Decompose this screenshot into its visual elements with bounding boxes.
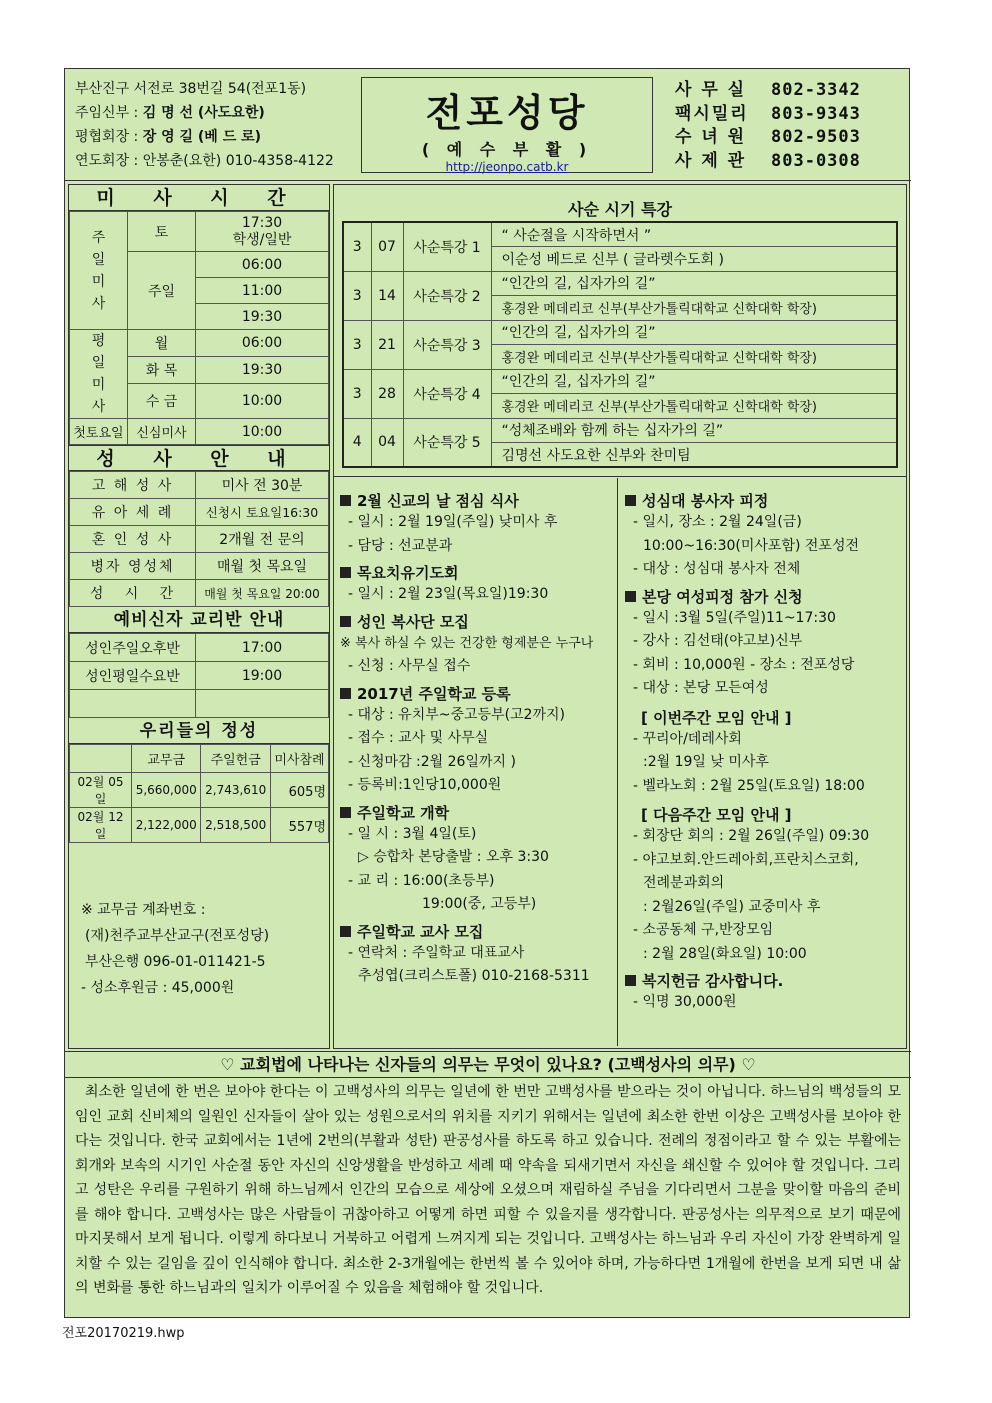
pastor-line: 주임신부 : 김 명 선 (사도요한) xyxy=(75,105,265,121)
lecture-title: 사순 시기 특강 xyxy=(568,200,672,219)
notice-item: - 일시 : 2월 23일(목요일)19:30 xyxy=(348,586,549,602)
church-title: 전포성당 xyxy=(425,90,589,135)
notice-item: - 일시 :3월 5일(주일)11~17:30 xyxy=(633,609,836,626)
square-bullet-icon xyxy=(625,975,636,986)
sacrament-name: 혼 인 성 사 xyxy=(70,526,196,553)
file-name: 전포20170219.hwp xyxy=(62,1326,185,1341)
council-name: 장 영 길 (베 드 로) xyxy=(142,129,262,145)
lecture-day: 07 xyxy=(371,222,403,271)
right-column xyxy=(333,184,907,1049)
account-line: ※ 교무금 계좌번호 : xyxy=(81,902,206,918)
sunday-time-3: 19:30 xyxy=(196,304,329,330)
notice-item: - 소공동체 구,반장모임 xyxy=(633,922,774,938)
contact-list xyxy=(675,79,861,173)
notice-item: :2월 19일 낮 미사후 xyxy=(643,754,769,770)
notice-item: - 등록비:1인당10,000원 xyxy=(348,777,502,793)
yeondo-name: 안봉춘(요한) 010-4358-4122 xyxy=(142,153,334,169)
square-bullet-icon xyxy=(340,567,351,578)
saturday-label: 토 xyxy=(128,212,196,252)
yeondo-line: 연도회장 : 안봉춘(요한) 010-4358-4122 xyxy=(75,153,334,169)
offering-title: 우리들의 정성 xyxy=(69,718,329,744)
sacrament-name: 고 해 성 사 xyxy=(70,472,196,499)
notice-item: - 강사 : 김선태(야고보)신부 xyxy=(633,633,803,649)
notice-item: - 대상 : 유치부~중고등부(고2까지) xyxy=(348,706,565,723)
church-info xyxy=(75,77,334,173)
notice-item: - 꾸리아/데레사회 xyxy=(633,730,742,747)
first-saturday-type: 신심미사 xyxy=(128,419,196,445)
mass-times-table xyxy=(69,211,329,445)
notice-item: - 일시, 장소 : 2월 24일(금) xyxy=(633,514,802,530)
lecture-day: 14 xyxy=(371,271,403,320)
lecture-speaker: 이순성 베드로 신부 ( 글라렛수도회 ) xyxy=(491,247,897,272)
notice-item: - 신청마감 :2월 26일까지 ) xyxy=(348,753,516,770)
first-saturday-time: 10:00 xyxy=(196,419,329,445)
lecture-topic: “인간의 길, 십자가의 길” xyxy=(491,369,897,394)
pastor-name: 김 명 선 (사도요한) xyxy=(142,105,265,121)
lecture-speaker: 홍경완 메데리코 신부(부산가톨릭대학교 신학대학 학장) xyxy=(491,345,897,370)
square-bullet-icon xyxy=(625,495,636,506)
duty-article xyxy=(65,1051,911,1319)
this-week-title: [ 이번주간 모임 안내 ] xyxy=(641,708,792,727)
account-line: (재)천주교부산교구(전포성당) xyxy=(85,928,270,944)
notice-item: : 2월 28일(화요일) 10:00 xyxy=(643,945,807,962)
sunday-time-2: 11:00 xyxy=(196,278,329,304)
notice-item: 19:00(중, 고등부) xyxy=(422,896,537,912)
class-time: 19:00 xyxy=(196,662,329,690)
contact-row: 사 무 실 802-3342 xyxy=(675,80,861,100)
sunday-time-1: 06:00 xyxy=(196,252,329,278)
offering-cell: 5,660,000 xyxy=(132,773,201,808)
notice-item: - 신청 : 사무실 접수 xyxy=(348,658,471,674)
tue-thu-time: 19:30 xyxy=(196,356,329,383)
church-address: 부산진구 서전로 38번길 54(전포1동) xyxy=(75,81,307,97)
church-subtitle: ( 예 수 부 활 ) xyxy=(421,140,593,159)
lecture-day: 04 xyxy=(371,418,403,467)
catechumen-title: 예비신자 교리반 안내 xyxy=(69,607,329,633)
lecture-speaker: 홍경완 메데리코 신부(부산가톨릭대학교 신학대학 학장) xyxy=(491,296,897,321)
notice-item: 전례분과회의 xyxy=(643,875,725,891)
lecture-name: 사순특강 2 xyxy=(403,271,491,320)
mass-times-title: 미 사 시 간 xyxy=(69,185,329,211)
sunday-label: 주일 xyxy=(128,252,196,330)
offering-cell: 2,122,000 xyxy=(132,808,201,843)
weekday-mass-label: 평 일 미 사 xyxy=(70,330,128,419)
offering-header: 주일헌금 xyxy=(201,745,270,773)
notice-item: - 일시 : 2월 19일(주일) 낮미사 후 xyxy=(348,514,558,530)
notice-item: - 접수 : 교사 및 사무실 xyxy=(348,730,489,746)
notice-column-right xyxy=(619,478,906,1046)
sacrament-value: 2개월 전 문의 xyxy=(196,526,329,553)
sacrament-name: 성 시 간 xyxy=(70,580,196,607)
empty-cell xyxy=(70,690,196,718)
lecture-table xyxy=(342,221,898,468)
notice-title: 2월 신교의 날 점심 식사 xyxy=(340,490,611,511)
sunday-mass-label: 주 일 미 사 xyxy=(70,212,128,330)
contact-row: 수 녀 원 802-9503 xyxy=(675,127,861,147)
sacrament-value: 매월 첫 목요일 xyxy=(196,553,329,580)
notice-title: 성인 복사단 모집 xyxy=(340,611,611,632)
notice-column-left xyxy=(334,478,618,1046)
offering-cell: 605명 xyxy=(270,773,328,808)
lecture-name: 사순특강 4 xyxy=(403,369,491,418)
article-title: ♡ 교회법에 나타나는 신자들의 의무는 무엇이 있나요? (고백성사의 의무) ♡ xyxy=(65,1052,911,1078)
lecture-day: 21 xyxy=(371,320,403,369)
lecture-month: 3 xyxy=(343,222,371,271)
lecture-topic: “인간의 길, 십자가의 길” xyxy=(491,320,897,345)
lecture-name: 사순특강 3 xyxy=(403,320,491,369)
notice-title: 주일학교 개학 xyxy=(340,802,611,823)
lecture-topic: “성체조배와 함께 하는 십자가의 길” xyxy=(491,418,897,443)
sacrament-table xyxy=(69,471,329,607)
offering-header: 교무금 xyxy=(132,745,201,773)
council-line: 평협회장 : 장 영 길 (베 드 로) xyxy=(75,129,262,145)
title-box xyxy=(361,77,653,173)
notice-item: - 벨라노회 : 2월 25일(토요일) 18:00 xyxy=(633,777,865,794)
sacrament-value: 미사 전 30분 xyxy=(196,472,329,499)
square-bullet-icon xyxy=(340,926,351,937)
square-bullet-icon xyxy=(340,495,351,506)
contact-row: 사 제 관 803-0308 xyxy=(675,150,861,171)
tue-thu-label: 화 목 xyxy=(128,356,196,383)
lecture-topic: “ 사순절을 시작하면서 ” xyxy=(491,222,897,247)
next-week-title: [ 다음주간 모임 안내 ] xyxy=(641,806,792,824)
notice-item: ※ 복사 하실 수 있는 건강한 형제분은 누구나 xyxy=(340,635,594,651)
notice-title: 목요치유기도회 xyxy=(340,562,611,583)
sacrament-value: 신청시 토요일16:30 xyxy=(196,499,329,526)
lecture-month: 3 xyxy=(343,271,371,320)
notice-item: - 대상 : 성심대 봉사자 전체 xyxy=(633,561,801,577)
square-bullet-icon xyxy=(625,591,636,602)
sacrament-name: 병자 영성체 xyxy=(70,553,196,580)
notice-item: - 대상 : 본당 모든여성 xyxy=(633,680,769,696)
wed-fri-time: 10:00 xyxy=(196,383,329,418)
offering-cell: 2,518,500 xyxy=(201,808,270,843)
sacrament-value: 매월 첫 목요일 20:00 xyxy=(196,580,329,607)
lecture-month: 3 xyxy=(343,320,371,369)
notice-item: - 익명 30,000원 xyxy=(633,994,737,1010)
notice-title: 본당 여성피정 참가 신청 xyxy=(625,586,900,607)
square-bullet-icon xyxy=(340,807,351,818)
square-bullet-icon xyxy=(340,616,351,627)
class-name: 성인평일수요반 xyxy=(70,662,196,690)
lecture-month: 4 xyxy=(343,418,371,467)
notice-title: 주일학교 교사 모집 xyxy=(340,921,611,942)
lecture-speaker: 홍경완 메데리코 신부(부산가톨릭대학교 신학대학 학장) xyxy=(491,394,897,419)
lecture-month: 3 xyxy=(343,369,371,418)
offering-header: 미사참례 xyxy=(270,745,328,773)
class-time: 17:00 xyxy=(196,634,329,662)
lecture-name: 사순특강 1 xyxy=(403,222,491,271)
bulletin-header xyxy=(65,69,911,181)
church-url-link[interactable]: http://jeonpo.catb.kr xyxy=(445,160,569,174)
catechumen-table xyxy=(69,633,329,718)
monday-label: 월 xyxy=(128,330,196,357)
offering-cell: 02월 05일 xyxy=(70,773,132,808)
notice-item: - 일 시 : 3월 4일(토) xyxy=(348,825,477,842)
square-bullet-icon xyxy=(340,688,351,699)
lecture-name: 사순특강 5 xyxy=(403,418,491,467)
sacrament-name: 유 아 세 례 xyxy=(70,499,196,526)
notice-item: - 교 리 : 16:00(초등부) xyxy=(348,872,495,889)
account-line: 부산은행 096-01-011421-5 xyxy=(85,954,266,970)
notice-item: ▷ 승합차 본당출발 : 오후 3:30 xyxy=(358,849,549,865)
notice-title: 복지헌금 감사합니다. xyxy=(625,970,900,991)
offering-cell: 557명 xyxy=(270,808,328,843)
notice-item: - 회장단 회의 : 2월 26일(주일) 09:30 xyxy=(633,828,870,844)
notice-item: 추성엽(크리스토폴) 010-2168-5311 xyxy=(358,968,590,984)
offering-cell: 2,743,610 xyxy=(201,773,270,808)
lecture-speaker: 김명선 사도요한 신부와 찬미팀 xyxy=(491,443,897,468)
offering-header xyxy=(70,745,132,773)
notice-item: - 연락처 : 주일학교 대표교사 xyxy=(348,944,525,961)
wed-fri-label: 수 금 xyxy=(128,383,196,418)
notice-item: : 2월26일(주일) 교중미사 후 xyxy=(643,898,821,915)
account-line: - 성소후원금 : 45,000원 xyxy=(81,980,235,996)
article-body: 최소한 일년에 한 번은 보아야 한다는 이 고백성사의 의무는 일년에 한 번만 고백성사를 받으라는 것이 아닙니다. 하느님의 백성들의 모임인 교회 신비체의 일원인 신자들이 살아 있는 성원으로서의 위치를 지키기 위해서는 일년에 최소한 한번 이상은 고백성사를 보아야 한다는 것입니다. 한국 교회에서는 1년에 2번의(부활과 성탄) 판공성사를 하도록 하고 있습니다. 전례의 정점이라고 할 수 있는 부활에는 회개와 보속의 시기인 사순절 동안 자신의 신앙생활을 반성하고 세례 때 약속을 되새기면서 자신을 쇄신할 수 있어야 할 것입니다. 그리고 성탄은 우리를 구원하기 위해 하느님께서 인간의 모습으로 세상에 오셨으며 재림하실 주님을 기다리면서 그분을 맞이할 마음의 준비를 해야 합니다. 고백성사는 많은 사람들이 귀찮아하고 어떻게 하면 피할 수 있을지를 생각합니다. 판공성사는 의무적으로 보기 때문에 마지못해서 보게 됩니다. 이렇게 하다보니 거북하고 어렵게 느껴지게 되는 것입니다. 고백성사는 하느님과 우리 자신이 가장 완벽하게 일치할 수 있는 길임을 깊이 인식해야 합니다. 최소한 2-3개월에는 한번씩 볼 수 있어야 하며, 가능하다면 1개월에 한번을 보게 되면 내 삶의 변화를 통한 하느님과의 일치가 이루어질 수 있음을 체험해야 할 것입니다. xyxy=(75,1084,901,1296)
notice-title: 성심대 봉사자 피정 xyxy=(625,490,900,511)
bulletin-frame xyxy=(64,68,910,1318)
class-name: 성인주일오후반 xyxy=(70,634,196,662)
notice-item: - 담당 : 선교분과 xyxy=(348,537,453,554)
notice-item: - 회비 : 10,000원 - 장소 : 전포성당 xyxy=(633,656,855,673)
account-info xyxy=(69,887,329,1011)
notice-columns xyxy=(334,478,906,1046)
lenten-lectures xyxy=(334,185,906,477)
lecture-topic: “인간의 길, 십자가의 길” xyxy=(491,271,897,296)
notice-title: 2017년 주일학교 등록 xyxy=(340,683,611,704)
empty-cell xyxy=(196,690,329,718)
offering-table xyxy=(69,744,329,843)
left-column xyxy=(68,184,330,1049)
saturday-time: 17:30 학생/일반 xyxy=(196,212,329,252)
notice-item: - 야고보회.안드레아회,프란치스코회, xyxy=(633,851,859,868)
sacrament-title: 성 사 안 내 xyxy=(69,445,329,471)
offering-cell: 02월 12일 xyxy=(70,808,132,843)
lecture-day: 28 xyxy=(371,369,403,418)
notice-item: 10:00~16:30(미사포함) 전포성전 xyxy=(643,537,859,554)
first-saturday-label: 첫토요일 xyxy=(70,419,128,445)
contact-row: 팩시밀리 803-9343 xyxy=(675,103,861,124)
monday-time: 06:00 xyxy=(196,330,329,357)
